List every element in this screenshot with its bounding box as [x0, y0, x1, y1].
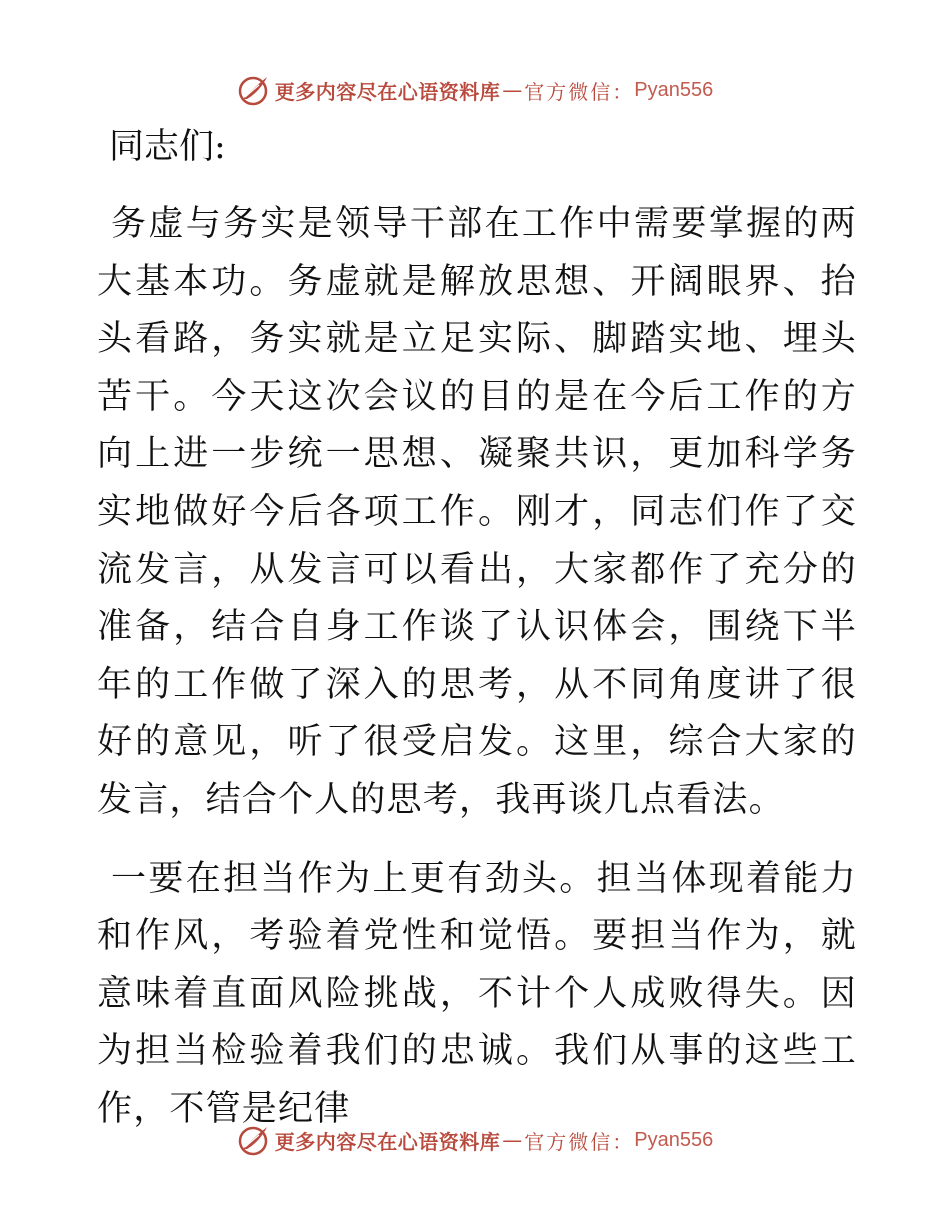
- header-wechat-id: Pyan556: [634, 78, 714, 101]
- footer-brand-text: 更多内容尽在心语资料库: [274, 1129, 501, 1154]
- header-brand-text: 更多内容尽在心语资料库: [274, 79, 501, 104]
- footer-official-label: 官方微信：: [524, 1129, 635, 1154]
- feather-pen-logo-icon: [237, 1123, 271, 1157]
- header-watermark: [0, 68, 950, 112]
- footer-watermark: [0, 1118, 950, 1162]
- footer-dash: —: [502, 1128, 523, 1152]
- document-body: [97, 118, 857, 1139]
- paragraph-1: 务虚与务实是领导干部在工作中需要掌握的两大基本功。务虚就是解放思想、开阔眼界、抬头看路，务实就是立足实际、脚踏实地、埋头苦干。今天这次会议的目的是在今后工作的方向上进一步统一思想、凝聚共识，更加科学务实地做好今后各项工作。刚才，同志们作了交流发言，从发言可以看出，大家都作了充分的准备，结合自身工作谈了认识体会，围绕下半年的工作做了深入的思考，从不同角度讲了很好的意见，听了很受启发。这里，综合大家的发言，结合个人的思考，我再谈几点看法。: [97, 204, 857, 820]
- header-dash: —: [502, 78, 523, 102]
- paragraph-2: 一要在担当作为上更有劲头。担当体现着能力和作风，考验着党性和觉悟。要担当作为，就意味着直面风险挑战，不计个人成败得失。因为担当检验着我们的忠诚。我们从事的这些工作，不管是纪律: [97, 858, 857, 1129]
- feather-pen-logo-icon: [237, 73, 271, 107]
- footer-wechat-id: Pyan556: [634, 1128, 714, 1151]
- header-official-label: 官方微信：: [524, 79, 635, 104]
- salutation: 同志们:: [109, 127, 226, 167]
